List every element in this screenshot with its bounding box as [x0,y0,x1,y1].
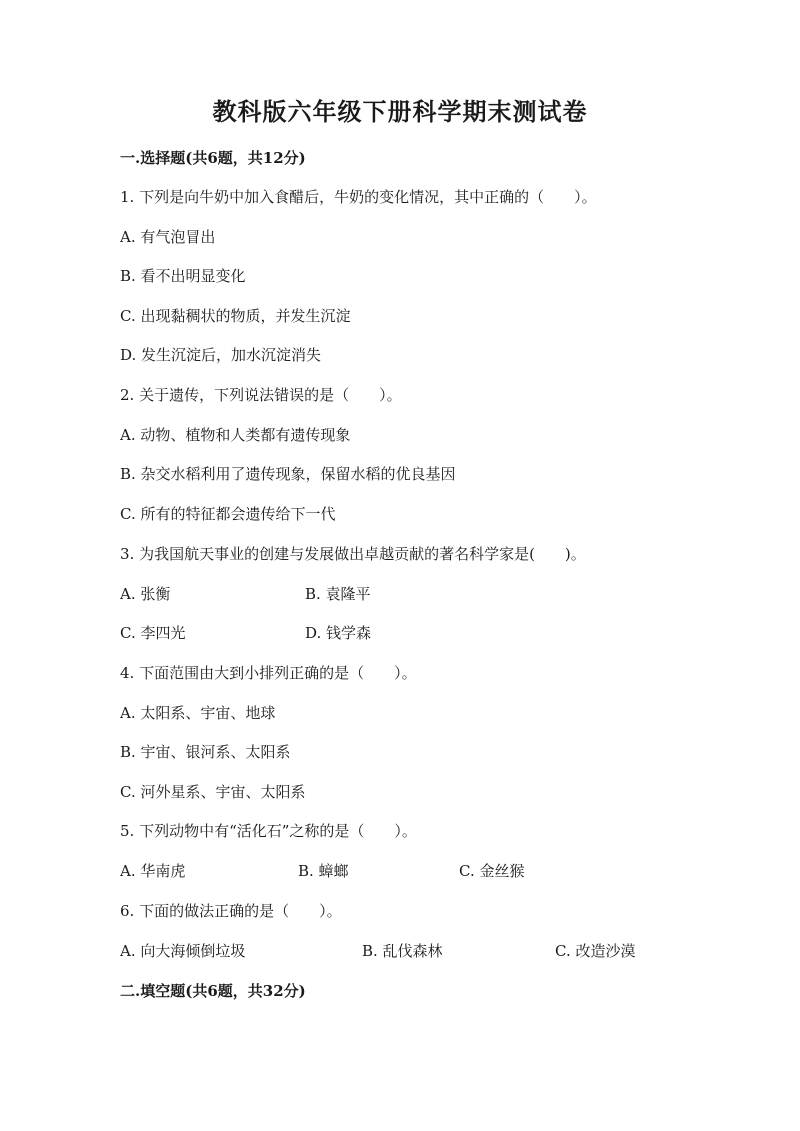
question-3-option-d: D. 钱学森 [305,624,372,642]
question-2-option-b: B. 杂交水稻利用了遗传现象，保留水稻的优良基因 [120,465,456,483]
question-5-option-c: C. 金丝猴 [459,862,525,880]
question-1-option-b: B. 看不出明显变化 [120,267,246,285]
question-2-stem: 2. 关于遗传，下列说法错误的是（ ）。 [120,386,402,404]
question-6-option-a: A. 向大海倾倒垃圾 [120,942,246,960]
question-6-option-c: C. 改造沙漠 [555,942,636,960]
question-6-option-b: B. 乱伐森林 [362,942,443,960]
question-4-option-a: A. 太阳系、宇宙、地球 [120,704,276,722]
question-3-option-c: C. 李四光 [120,624,186,642]
page-title: 教科版六年级下册科学期末测试卷 [212,97,588,126]
question-2-option-c: C. 所有的特征都会遗传给下一代 [120,505,336,523]
question-3-option-a: A. 张衡 [120,585,171,603]
question-5-stem: 5. 下列动物中有“活化石”之称的是（ ）。 [120,822,417,840]
section-heading-choice: 一.选择题(共6题，共12分) [120,149,306,167]
question-3-option-b: B. 袁隆平 [305,585,371,603]
question-5-option-b: B. 蟑螂 [298,862,349,880]
question-4-option-c: C. 河外星系、宇宙、太阳系 [120,783,306,801]
question-3-stem: 3. 为我国航天事业的创建与发展做出卓越贡献的著名科学家是( )。 [120,545,586,563]
question-1-stem: 1. 下列是向牛奶中加入食醋后，牛奶的变化情况，其中正确的（ ）。 [120,188,597,206]
question-2-option-a: A. 动物、植物和人类都有遗传现象 [120,426,351,444]
question-6-stem: 6. 下面的做法正确的是（ ）。 [120,902,342,920]
question-1-option-c: C. 出现黏稠状的物质，并发生沉淀 [120,307,351,325]
question-4-stem: 4. 下面范围由大到小排列正确的是（ ）。 [120,664,417,682]
question-4-option-b: B. 宇宙、银河系、太阳系 [120,743,291,761]
question-5-option-a: A. 华南虎 [120,862,186,880]
question-1-option-d: D. 发生沉淀后，加水沉淀消失 [120,346,322,364]
question-1-option-a: A. 有气泡冒出 [120,228,216,246]
section-heading-fill-blank: 二.填空题(共6题，共32分) [120,982,306,1000]
